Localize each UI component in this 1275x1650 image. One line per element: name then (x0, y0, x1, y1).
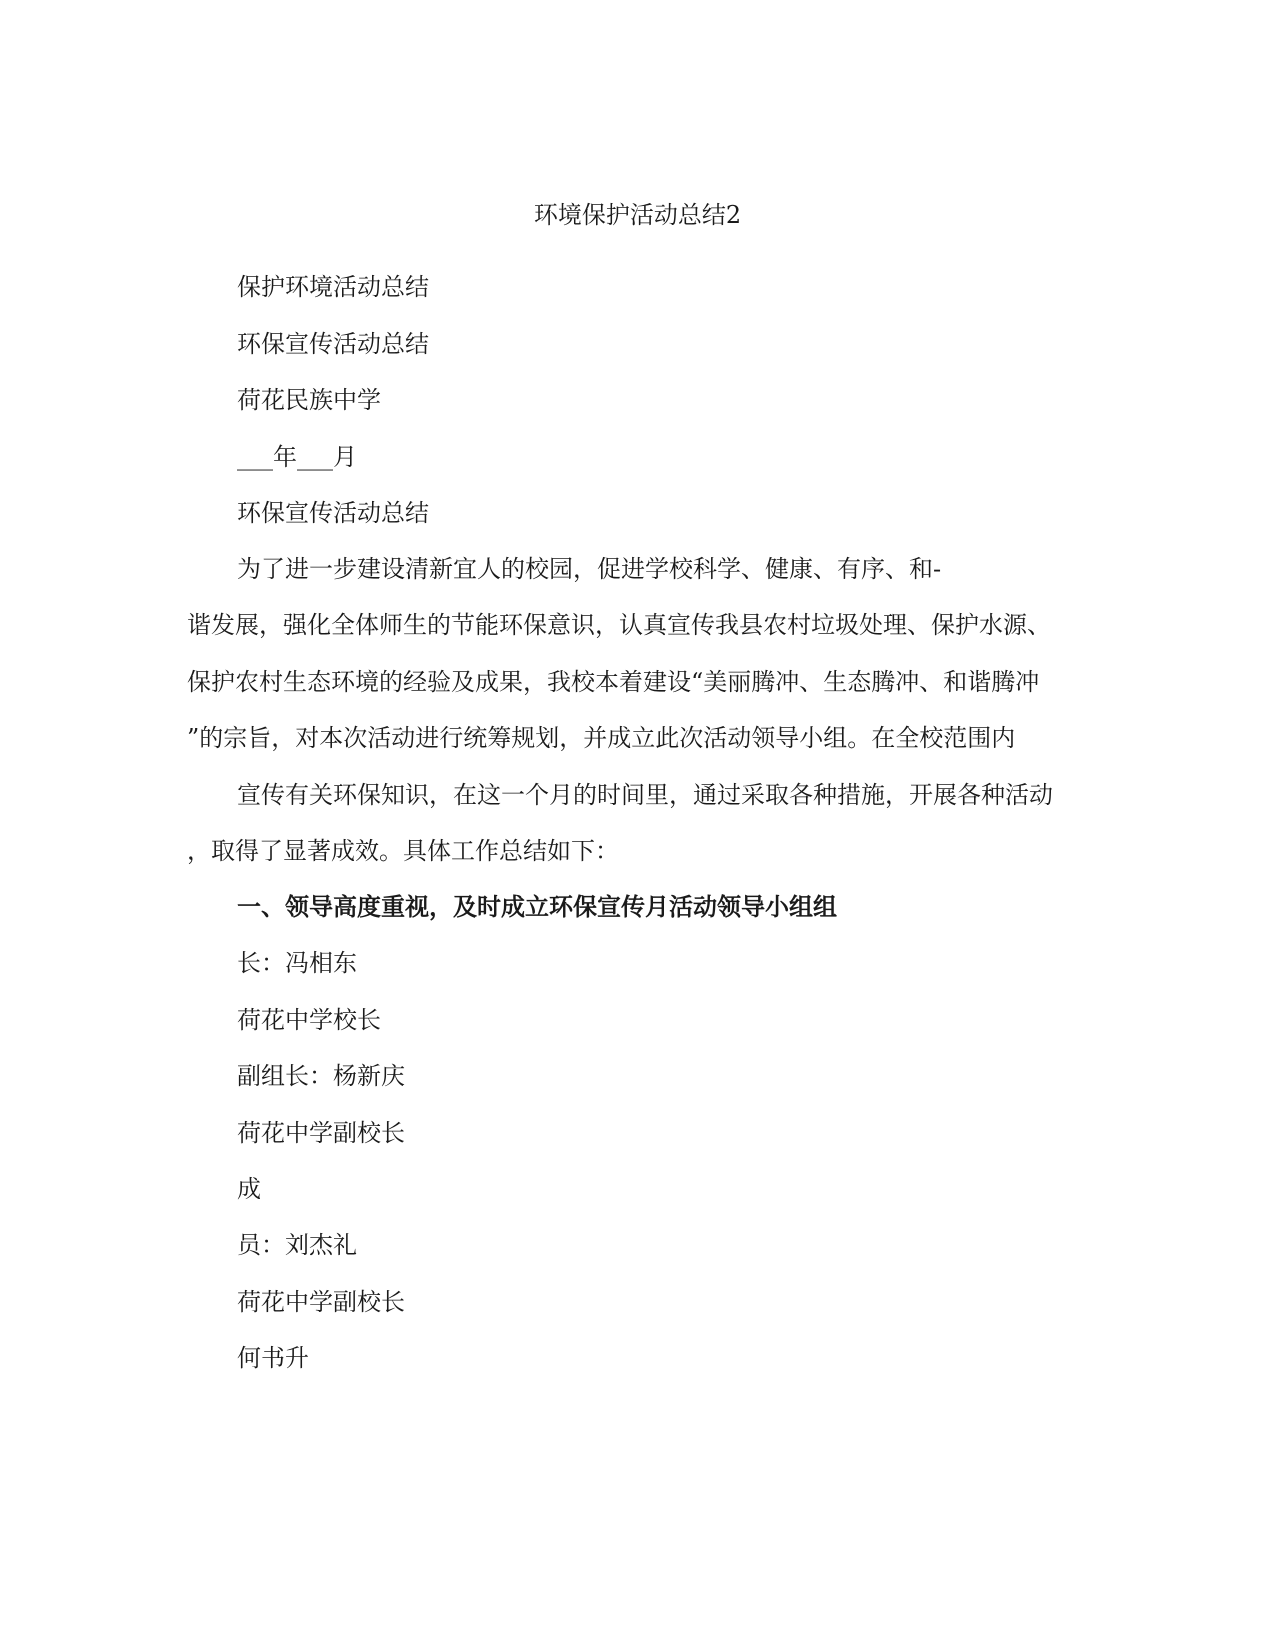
member-line: 何书升 (237, 1344, 309, 1372)
body-text-line: ，取得了显著成效。具体工作总结如下： (187, 837, 619, 865)
member-line: 长：冯相东 (237, 949, 357, 977)
document-title: 环境保护活动总结2 (533, 201, 742, 229)
section-heading: 一、领导高度重视，及时成立环保宣传月活动领导小组组 (237, 892, 837, 921)
member-line: 荷花中学副校长 (237, 1119, 405, 1147)
member-line: 员：刘杰礼 (237, 1231, 357, 1259)
body-text-line: 宣传有关环保知识，在这一个月的时间里，通过采取各种措施，开展各种活动 (237, 781, 1053, 809)
section-title-line: 环保宣传活动总结 (237, 499, 429, 527)
subtitle-line: 环保宣传活动总结 (237, 330, 429, 358)
member-line: 副组长：杨新庆 (237, 1062, 405, 1090)
body-text-line: ”的宗旨，对本次活动进行统筹规划，并成立此次活动领导小组。在全校范围内 (187, 724, 1016, 752)
school-name-line: 荷花民族中学 (237, 386, 381, 414)
body-text-line: 谐发展，强化全体师生的节能环保意识，认真宣传我县农村垃圾处理、保护水源、 (187, 611, 1051, 639)
member-line: 成 (237, 1175, 261, 1203)
member-line: 荷花中学副校长 (237, 1288, 405, 1316)
member-line: 荷花中学校长 (237, 1006, 381, 1034)
subtitle-line: 保护环境活动总结 (237, 273, 429, 301)
body-text-line: 保护农村生态环境的经验及成果，我校本着建设“美丽腾冲、生态腾冲、和谐腾冲 (187, 668, 1040, 696)
body-text-line: 为了进一步建设清新宜人的校园，促进学校科学、健康、有序、和- (237, 555, 942, 583)
date-line: ___年___月 (237, 443, 357, 471)
